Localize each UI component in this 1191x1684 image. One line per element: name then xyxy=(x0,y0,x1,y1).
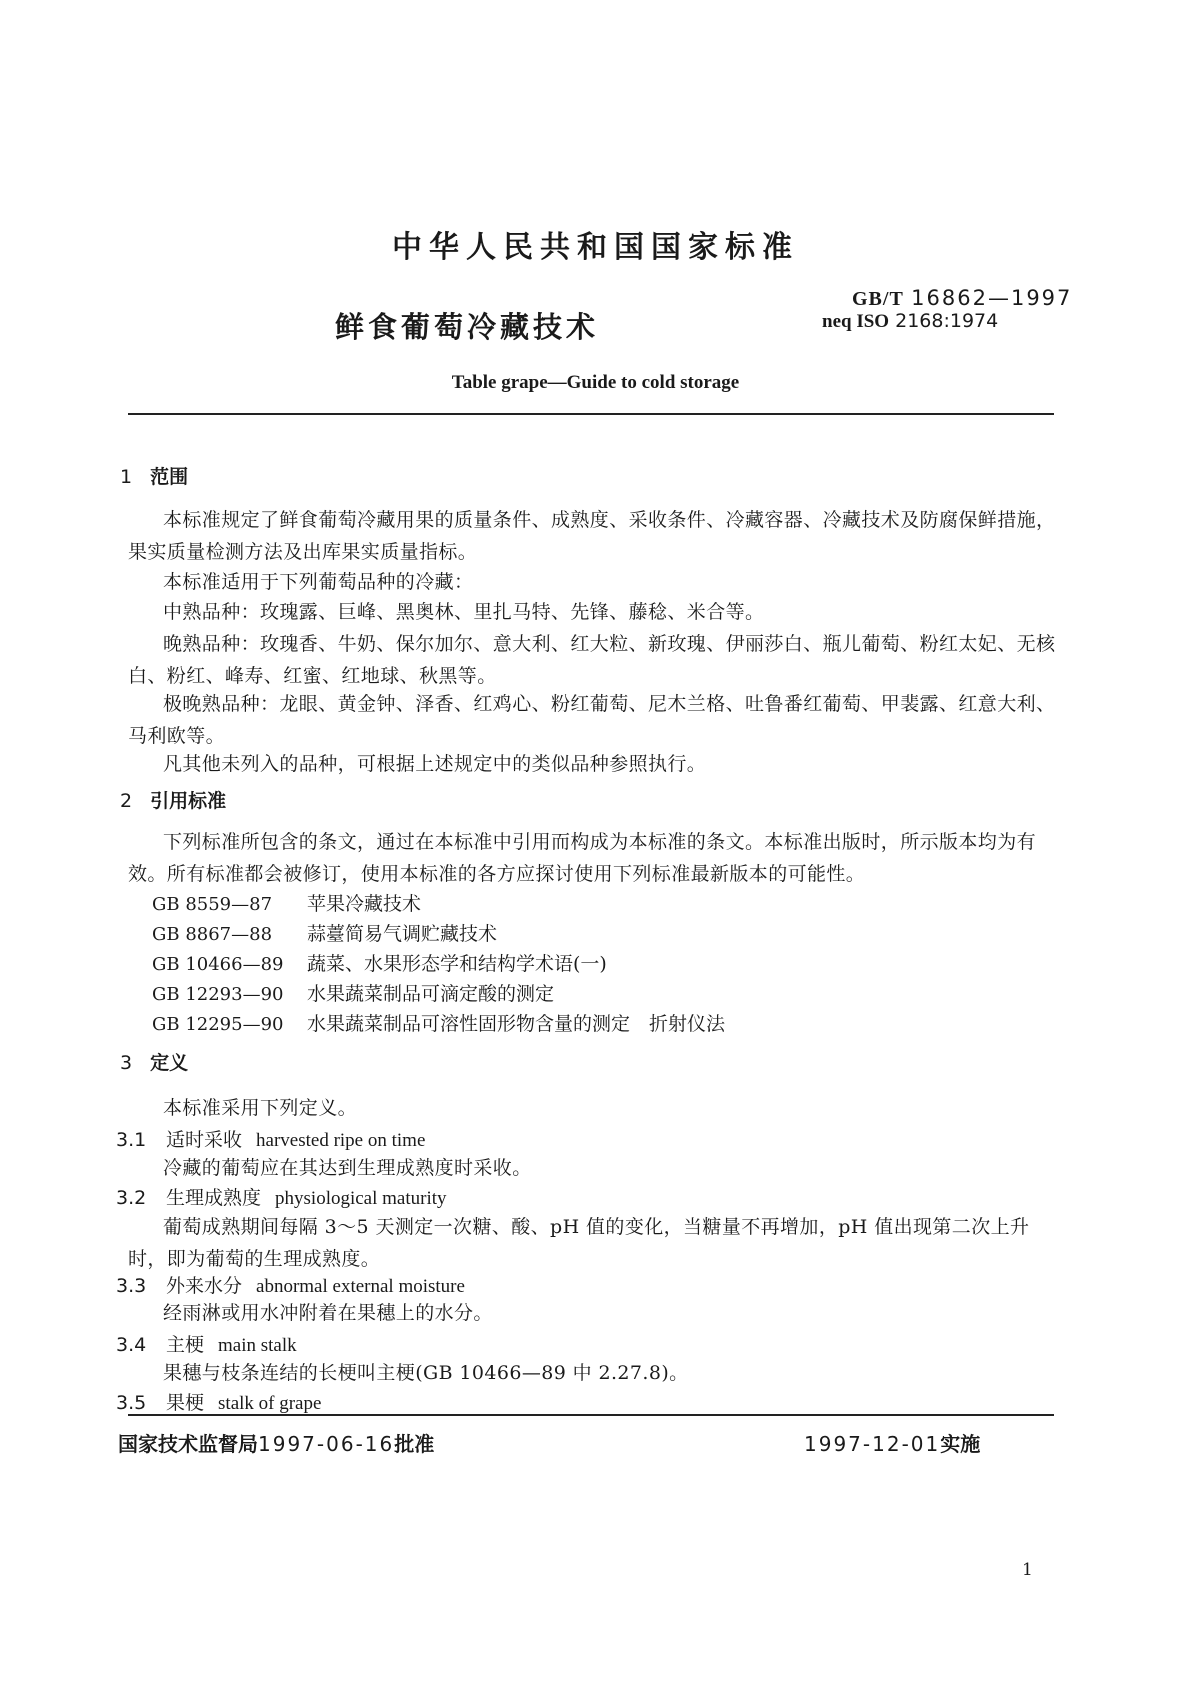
paragraph: 凡其他未列入的品种，可根据上述规定中的类似品种参照执行。 xyxy=(163,753,707,775)
section-title: 引用标准 xyxy=(150,790,227,812)
iso-equivalence xyxy=(822,310,998,333)
term-number: 3.5 xyxy=(116,1392,147,1414)
section-title: 范围 xyxy=(150,466,189,488)
reference-code: GB 8559—87 xyxy=(152,894,273,915)
section-title: 定义 xyxy=(150,1052,189,1074)
term-definition: 果穗与枝条连结的长梗叫主梗(GB 10466—89 中 2.27.8)。 xyxy=(163,1362,689,1384)
term-heading xyxy=(116,1330,297,1357)
term-definition: 葡萄成熟期间每隔 3～5 天测定一次糖、酸、pH 值的变化，当糖量不再增加，pH 值出现第二次上升时，即为葡萄的生理成熟度。 xyxy=(128,1216,1030,1270)
term-cn: 外来水分 xyxy=(166,1275,243,1297)
reference-code: GB 12293—90 xyxy=(152,984,284,1005)
document-title: 鲜食葡萄冷藏技术 xyxy=(335,310,600,344)
reference-title: 蔬菜、水果形态学和结构学术语(一) xyxy=(307,953,607,975)
term-heading xyxy=(116,1388,321,1415)
term-number: 3.4 xyxy=(116,1334,147,1356)
reference-item xyxy=(152,1009,725,1036)
reference-title: 水果蔬菜制品可滴定酸的测定 xyxy=(307,983,555,1005)
approval-date: 1997-06-16 xyxy=(258,1432,395,1456)
term-number: 3.2 xyxy=(116,1187,147,1209)
term-number: 3.3 xyxy=(116,1275,147,1297)
term-en: main stalk xyxy=(218,1335,297,1356)
reference-item xyxy=(152,889,421,916)
reference-title: 蒜薹简易气调贮藏技术 xyxy=(307,923,498,945)
reference-code: GB 10466—89 xyxy=(152,954,284,975)
term-heading xyxy=(116,1125,425,1152)
reference-item xyxy=(152,919,497,946)
term-cn: 适时采收 xyxy=(166,1129,243,1151)
implementation-line xyxy=(804,1428,980,1457)
section-2-heading xyxy=(120,786,226,813)
iso-number: 2168:1974 xyxy=(895,310,999,332)
term-heading xyxy=(116,1271,465,1298)
page-number: 1 xyxy=(1022,1560,1033,1580)
reference-code: GB 12295—90 xyxy=(152,1014,284,1035)
standard-code xyxy=(852,286,1072,311)
implementation-date: 1997-12-01 xyxy=(804,1432,941,1456)
section-number: 1 xyxy=(120,466,133,488)
term-en: stalk of grape xyxy=(218,1393,322,1414)
national-standard-heading: 中华人民共和国国家标准 xyxy=(392,230,799,265)
term-en: physiological maturity xyxy=(275,1188,447,1209)
term-definition: 冷藏的葡萄应在其达到生理成熟度时采收。 xyxy=(163,1157,532,1179)
paragraph: 极晚熟品种：龙眼、黄金钟、泽香、红鸡心、粉红葡萄、尼木兰格、吐鲁番红葡萄、甲裴露、红意大利、马利欧等。 xyxy=(128,693,1056,747)
term-number: 3.1 xyxy=(116,1129,147,1151)
paragraph: 晚熟品种：玫瑰香、牛奶、保尔加尔、意大利、红大粒、新玫瑰、伊丽莎白、瓶儿葡萄、粉红太妃、无核白、粉红、峰寿、红蜜、红地球、秋黑等。 xyxy=(128,633,1056,687)
section-number: 3 xyxy=(120,1052,133,1074)
term-cn: 果梗 xyxy=(166,1392,205,1414)
reference-title: 水果蔬菜制品可溶性固形物含量的测定 折射仪法 xyxy=(307,1013,726,1035)
term-heading xyxy=(116,1183,447,1210)
reference-code: GB 8867—88 xyxy=(152,924,273,945)
reference-title: 苹果冷藏技术 xyxy=(307,893,422,915)
paragraph: 下列标准所包含的条文，通过在本标准中引用而构成为本标准的条文。本标准出版时，所示版本均为有效。所有标准都会被修订，使用本标准的各方应探讨使用下列标准最新版本的可能性。 xyxy=(128,831,1037,885)
reference-item xyxy=(152,979,554,1006)
term-en: harvested ripe on time xyxy=(256,1130,426,1151)
implementation-label: 实施 xyxy=(940,1432,981,1456)
term-cn: 主梗 xyxy=(166,1334,205,1356)
section-3-heading xyxy=(120,1048,188,1075)
standard-code-prefix: GB/T xyxy=(852,288,904,310)
iso-prefix: neq ISO xyxy=(822,311,890,332)
footer-divider xyxy=(128,1414,1054,1416)
paragraph: 中熟品种：玫瑰露、巨峰、黑奥林、里扎马特、先锋、藤稔、米合等。 xyxy=(163,601,765,623)
header-divider xyxy=(128,413,1054,415)
term-definition: 经雨淋或用水冲附着在果穗上的水分。 xyxy=(163,1302,493,1324)
term-cn: 生理成熟度 xyxy=(166,1187,262,1209)
approval-line xyxy=(118,1428,434,1457)
section-number: 2 xyxy=(120,790,133,812)
english-title: Table grape—Guide to cold storage xyxy=(451,372,740,393)
standard-code-number: 16862—1997 xyxy=(911,286,1073,310)
approval-org: 国家技术监督局 xyxy=(118,1432,258,1456)
paragraph: 本标准适用于下列葡萄品种的冷藏： xyxy=(163,571,474,593)
paragraph: 本标准规定了鲜食葡萄冷藏用果的质量条件、成熟度、采收条件、冷藏容器、冷藏技术及防腐保鲜措施，果实质量检测方法及出库果实质量指标。 xyxy=(128,509,1056,563)
term-en: abnormal external moisture xyxy=(256,1276,465,1297)
reference-item xyxy=(152,949,607,976)
approval-label: 批准 xyxy=(394,1432,435,1456)
paragraph: 本标准采用下列定义。 xyxy=(163,1097,358,1119)
section-1-heading xyxy=(120,462,188,489)
